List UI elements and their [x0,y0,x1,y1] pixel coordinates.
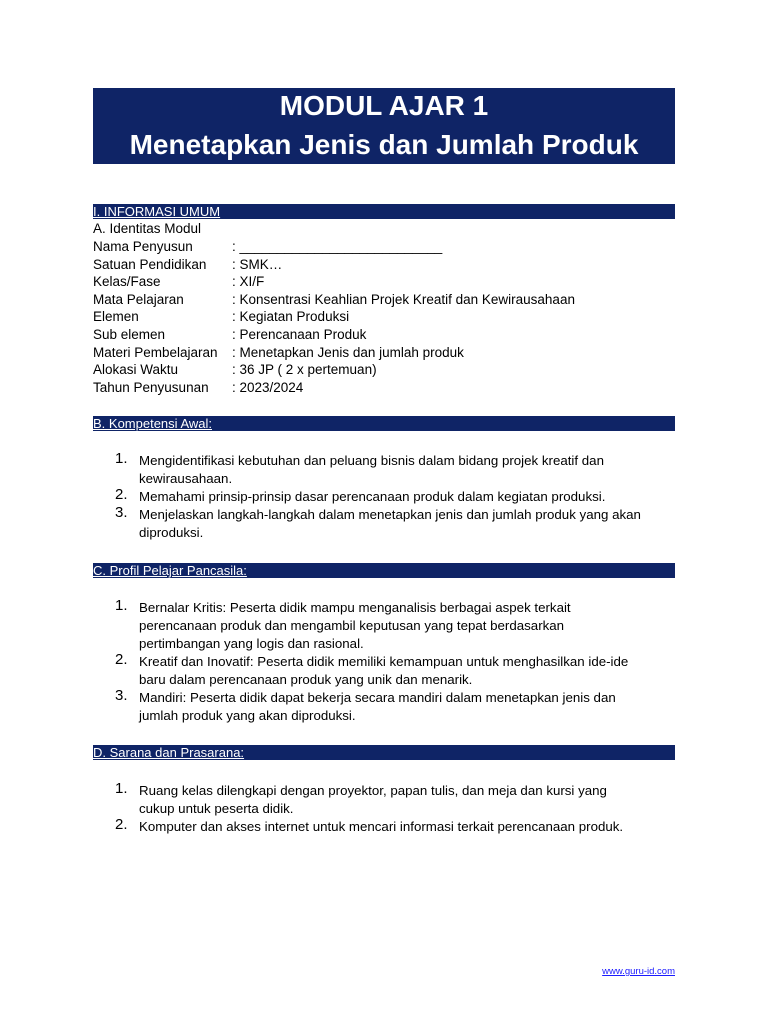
sarana-list [93,782,683,836]
list-item-text: pertimbangan yang logis dan rasional. [139,636,364,651]
identitas-key: Elemen [93,309,139,325]
list-item-text: Memahami prinsip-prinsip dasar perencanaan produk dalam kegiatan produksi. [139,489,606,504]
module-subtitle: Menetapkan Jenis dan Jumlah Produk [129,129,639,160]
list-item [93,488,683,506]
list-number: 1. [115,597,128,614]
list-item-text: Menjelaskan langkah-langkah dalam menetapkan jenis dan jumlah produk yang akan [139,507,641,522]
section-informasi-umum: I. INFORMASI UMUM [93,204,675,219]
identitas-value: : Konsentrasi Keahlian Projek Kreatif dan Kewirausahaan [232,291,575,307]
identitas-key: Kelas/Fase [93,274,161,290]
identitas-value: : SMK… [232,256,283,272]
list-item-text: kewirausahaan. [139,471,233,486]
list-number: 2. [115,816,128,833]
list-item [93,452,683,488]
list-item-text: Bernalar Kritis: Peserta didik mampu menganalisis berbagai aspek terkait [139,600,571,615]
identitas-value: : ___________________________ [232,239,443,254]
list-item-text: perencanaan produk dan mengambil keputusan yang tepat berdasarkan [139,618,565,633]
list-item-text: Mandiri: Peserta didik dapat bekerja secara mandiri dalam menetapkan jenis dan [139,690,616,705]
list-item [93,818,683,836]
footer-link[interactable]: www.guru-id.com [602,966,675,977]
list-item [93,599,683,653]
section-kompetensi-awal: B. Kompetensi Awal: [93,416,675,431]
identitas-value: : Kegiatan Produksi [232,309,350,325]
identitas-key: Nama Penyusun [93,239,193,254]
list-item [93,782,683,818]
identitas-value: : Menetapkan Jenis dan jumlah produk [232,344,464,360]
list-number: 1. [115,780,128,797]
list-number: 3. [115,504,128,521]
identitas-key: Mata Pelajaran [93,291,184,307]
section-sarana-prasarana: D. Sarana dan Prasarana: [93,745,675,760]
title-banner [93,88,675,164]
identitas-key: Satuan Pendidikan [93,256,207,272]
module-title: MODUL AJAR 1 [279,90,489,121]
list-item-text: diproduksi. [139,525,204,540]
identitas-value: : 36 JP ( 2 x pertemuan) [232,362,377,378]
list-item-text: Kreatif dan Inovatif: Peserta didik memiliki kemampuan untuk menghasilkan ide-ide [139,654,629,669]
list-item-text: Ruang kelas dilengkapi dengan proyektor, papan tulis, dan meja dan kursi yang [139,783,607,798]
list-item [93,506,683,542]
identitas-key: Sub elemen [93,327,166,342]
list-item-text: baru dalam perencanaan produk yang unik dan menarik. [139,672,473,687]
identitas-value: : 2023/2024 [232,379,304,395]
list-item [93,653,683,689]
list-number: 2. [115,651,128,668]
section-profil-pancasila: C. Profil Pelajar Pancasila: [93,563,675,578]
list-number: 1. [115,450,128,467]
list-number: 2. [115,486,128,503]
list-number: 3. [115,687,128,704]
identitas-value: : Perencanaan Produk [232,327,367,342]
identitas-key: Alokasi Waktu [93,362,179,378]
list-item-text: Komputer dan akses internet untuk mencari informasi terkait perencanaan produk. [139,819,624,834]
list-item-text: cukup untuk peserta didik. [139,801,294,816]
identitas-value: : XI/F [232,274,265,290]
list-item-text: Mengidentifikasi kebutuhan dan peluang bisnis dalam bidang projek kreatif dan [139,453,604,468]
profil-list [93,599,683,725]
list-item [93,689,683,725]
list-item-text: jumlah produk yang akan diproduksi. [139,708,356,723]
identitas-key: Tahun Penyusunan [93,379,209,395]
kompetensi-list [93,452,683,542]
identitas-key: Materi Pembelajaran [93,344,218,360]
